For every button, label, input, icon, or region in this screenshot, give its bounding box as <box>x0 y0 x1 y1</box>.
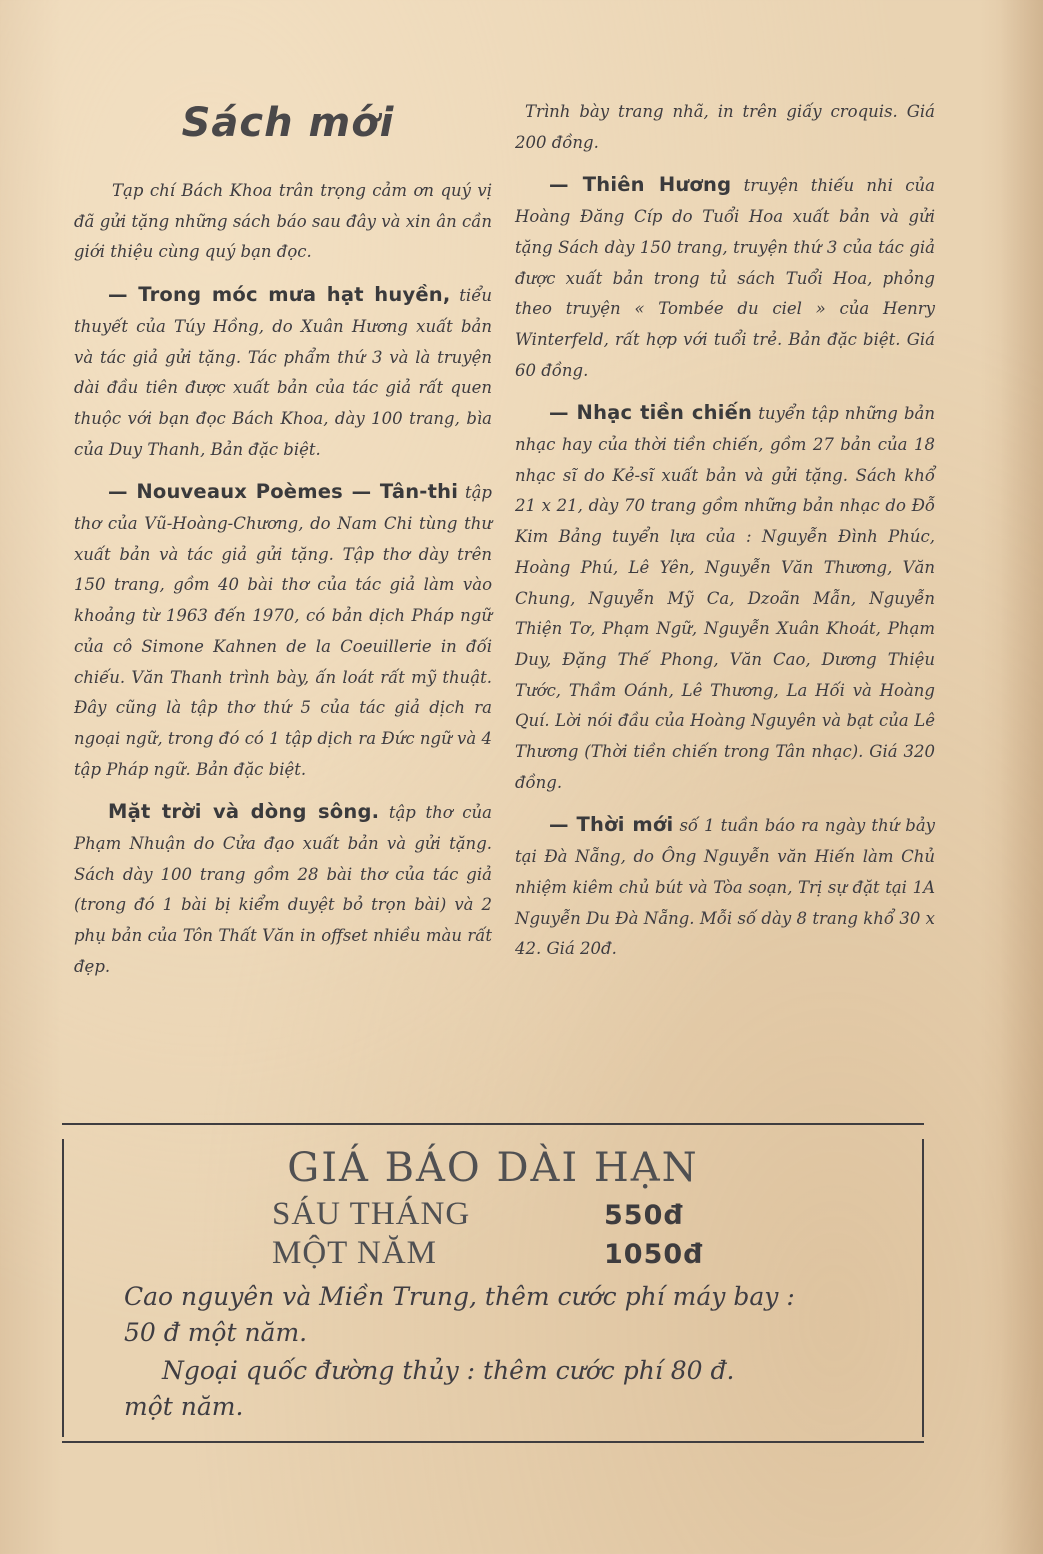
airmail-note <box>124 1279 884 1351</box>
subscription-title: GIÁ BÁO DÀI HẠN <box>287 1145 699 1191</box>
book-title: — Nouveaux Poèmes — Tân-thi <box>108 480 459 504</box>
book-description: tập thơ của Vũ-Hoàng-Chương, do Nam Chi tùng thư xuất bản và tác giả gửi tặng. Tập thơ dày trên 150 trang, gồm 40 bài thơ của tác giả làm vào khoảng từ 1963 đến 1970, có bản dịch Pháp ngữ của cô Simone Kahnen de la Coeuillerie in đối chiếu. Văn Thanh trình bày, ấn loát rất mỹ thuật. Đây cũng là tập thơ thứ 5 của tác giả dịch ra ngoại ngữ, trong đó có 1 tập dịch ra Đức ngữ và 4 tập Pháp ngữ. Bản đặc biệt. <box>74 483 492 779</box>
book-title: — Thời mới <box>549 813 674 837</box>
note-line: 50 đ một năm. <box>124 1318 308 1347</box>
price-label: MỘT NĂM <box>272 1235 437 1271</box>
right-column <box>515 0 935 965</box>
paper-stain <box>1000 0 1043 1554</box>
price-value: 550đ <box>604 1200 684 1231</box>
price-row <box>272 1196 752 1232</box>
book-entry <box>515 170 935 386</box>
price-row <box>272 1235 752 1271</box>
book-description: tập thơ của Phạm Nhuận do Cửa đạo xuất bản và gửi tặng. Sách dày 100 trang gồm 28 bài thơ của tác giả (trong đó 1 bài bị kiểm duyệt bỏ trọn bài) và 2 phụ bản của Tôn Thất Văn in offset nhiều màu rất đẹp. <box>74 803 492 976</box>
book-description: số 1 tuần báo ra ngày thứ bảy tại Đà Nẵng, do Ông Nguyễn văn Hiến làm Chủ nhiệm kiêm chủ bút và Tòa soạn, Trị sự đặt tại 1A Nguyễn Du Đà Nẵng. Mỗi số dày 8 trang khổ 30 x 42. Giá 20đ. <box>515 816 935 959</box>
book-entry <box>515 810 935 965</box>
left-column <box>74 0 492 983</box>
intro-paragraph: Tạp chí Bách Khoa trân trọng cảm ơn quý vị đã gửi tặng những sách báo sau đây và xin ân cần giới thiệu cùng quý bạn đọc. <box>74 181 492 262</box>
foreign-note <box>124 1353 884 1425</box>
page-title: Sách mới <box>181 100 395 146</box>
book-entry <box>515 398 935 798</box>
book-entry <box>74 477 492 785</box>
book-description: tuyển tập những bản nhạc hay của thời tiền chiến, gồm 27 bản của 18 nhạc sĩ do Kẻ-sĩ xuất bản và gửi tặng. Sách khổ 21 x 21, dày 70 trang gồm những bản nhạc do Đỗ Kim Bảng tuyển lựa của : Nguyễn Đình Phúc, Hoàng Phú, Lê Yên, Nguyễn Văn Thương, Văn Chung, Nguyễn Mỹ Ca, Dzoãn Mẫn, Nguyễn Thiện Tơ, Phạm Ngữ, Nguyễn Xuân Khoát, Phạm Duy, Đặng Thế Phong, Văn Cao, Dương Thiệu Tước, Thầm Oánh, Lê Thương, La Hối và Hoàng Quí. Lời nói đầu của Hoàng Nguyên và bạt của Lê Thương (Thời tiền chiến trong Tân nhạc). Giá 320 đồng. <box>515 404 935 792</box>
book-title: Mặt trời và dòng sông. <box>108 800 380 824</box>
book-entry-continued <box>515 97 935 158</box>
book-description: Trình bày trang nhã, in trên giấy croquis. Giá 200 đồng. <box>515 102 935 152</box>
price-value: 1050đ <box>604 1239 704 1270</box>
book-title: — Thiên Hương <box>549 173 732 197</box>
note-line: một năm. <box>124 1392 244 1421</box>
book-title: — Nhạc tiền chiến <box>549 401 753 425</box>
price-label: SÁU THÁNG <box>272 1196 471 1232</box>
book-description: tiểu thuyết của Túy Hồng, do Xuân Hương xuất bản và tác giả gửi tặng. Tác phẩm thứ 3 và là truyện dài đầu tiên được xuất bản của tác giả rất quen thuộc với bạn đọc Bách Khoa, dày 100 trang, bìa của Duy Thanh, Bản đặc biệt. <box>74 286 492 459</box>
book-entry <box>74 797 492 982</box>
book-description: truyện thiếu nhi của Hoàng Đăng Cíp do Tuổi Hoa xuất bản và gửi tặng Sách dày 150 trang, truyện thứ 3 của tác giả được xuất bản trong tủ sách Tuổi Hoa, phỏng theo truyện « Tombée du ciel » của Henry Winterfeld, rất hợp với tuổi trẻ. Bản đặc biệt. Giá 60 đồng. <box>515 176 935 380</box>
note-line: Ngoại quốc đường thủy : thêm cước phí 80 đ. <box>162 1356 735 1385</box>
book-title: — Trong móc mưa hạt huyền, <box>108 283 451 307</box>
book-entry <box>74 280 492 465</box>
note-line: Cao nguyên và Miền Trung, thêm cước phí máy bay : <box>124 1282 795 1311</box>
subscription-box <box>62 1123 924 1443</box>
